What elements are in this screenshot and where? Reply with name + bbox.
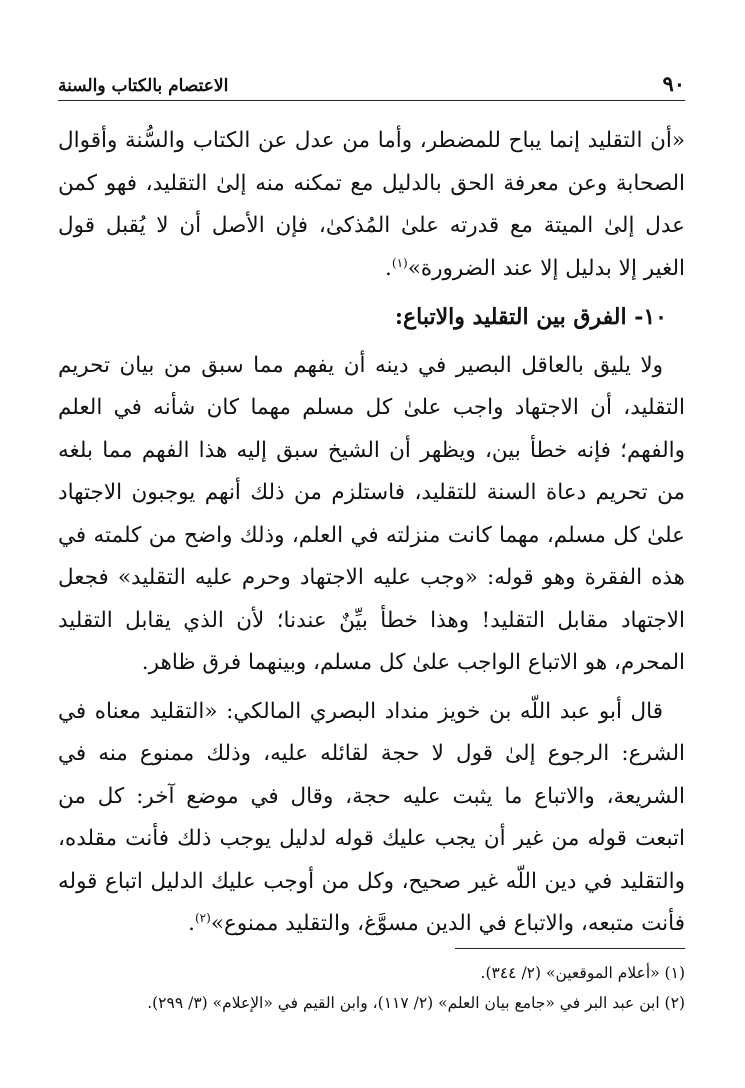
footnotes [58,958,685,1018]
main-text [58,120,685,946]
quote-paragraph [58,120,685,290]
footnote-divider [455,948,685,949]
footnote-1: (١) «أعلام الموقعين» (٢/ ٣٤٤). [480,964,685,982]
quote-text: «أن التقليد إنما يباح للمضطر، وأما من عدل عن الكتاب والسُّنة وأقوال الصحابة وعن معرفة الحق بالدليل مع تمكنه منه إلىٰ التقليد، فهو كمن عدل إلىٰ الميتة مع قدرته علىٰ المُذكىٰ، فإن الأصل أن لا يُقبل قول الغير إلا بدليل إلا عند الضرورة» [58,128,685,281]
page-number: ٩٠ [662,71,685,96]
paragraph-text: قال أبو عبد اللّه بن خويز منداد البصري المالكي: «التقليد معناه في الشرع: الرجوع إلىٰ قول لا حجة لقائله عليه، وذلك ممنوع منه في الشريعة، والاتباع ما يثبت عليه حجة، وقال في موضع آخر: كل من اتبعت قوله من غير أن يجب عليك قوله لدليل يوجب ذلك فأنت مقلده، والتقليد في دين اللّه غير صحيح، وكل من أوجب عليك الدليل اتباع قوله فأنت متبعه، والاتباع في الدين مسوَّغ، والتقليد ممنوع» [58,698,685,936]
body-paragraph-quote [58,691,685,946]
running-title: الاعتصام بالكتاب والسنة [58,76,229,96]
footnote-ref-2: (٢) [194,910,211,925]
footnote-ref-1: (١) [391,255,408,270]
footnote-2: (٢) ابن عبد البر في «جامع بيان العلم» (٢/ ١١٧)، وابن القيم في «الإعلام» (٣/ ٢٩٩). [147,994,685,1012]
paragraph-end: . [188,911,195,936]
quote-end: . [385,255,392,281]
page-header [58,62,685,101]
section-heading: ١٠- الفرق بين التقليد والاتباع: [394,304,667,330]
body-paragraph: ولا يليق بالعاقل البصير في دينه أن يفهم مما سبق من بيان تحريم التقليد، أن الاجتهاد واجب علىٰ كل مسلم مهما كان شأنه في العلم والفهم؛ فإنه خطأ بين، ويظهر أن الشيخ سبق إليه هذا الفهم مما بلغه من تحريم دعاة السنة للتقليد، فاستلزم من ذلك أنهم يوجبون الاجتهاد علىٰ كل مسلم، مهما كانت منزلته في العلم، وذلك واضح من كلمته في هذه الفقرة وهو قوله: «وجب عليه الاجتهاد وحرم عليه التقليد» فجعل الاجتهاد مقابل التقليد! وهذا خطأ بيِّنٌ عندنا؛ لأن الذي يقابل التقليد المحرم، هو الاتباع الواجب علىٰ كل مسلم، وبينهما فرق ظاهر. [58,352,685,675]
